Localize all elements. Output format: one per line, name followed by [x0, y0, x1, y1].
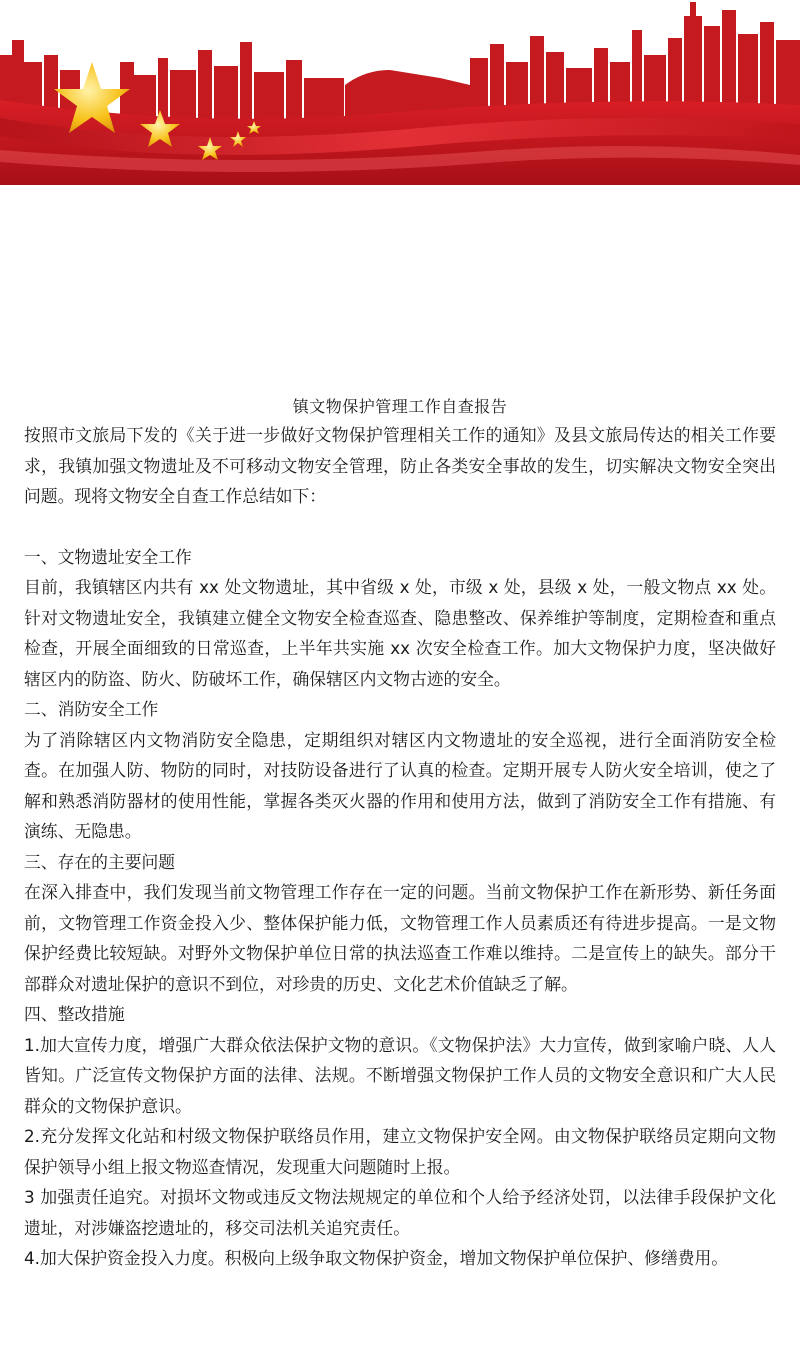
section-paragraph: 在深入排查中，我们发现当前文物管理工作存在一定的问题。当前文物保护工作在新形势、新任务面前，文物管理工作资金投入少、整体保护能力低，文物管理工作人员素质还有待进步提高。一是文物保护经费比较短缺。对野外文物保护单位日常的执法巡查工作难以维持。二是宣传上的缺失。部分干部群众对遗址保护的意识不到位，对珍贵的历史、文化艺术价值缺乏了解。 — [24, 882, 776, 994]
section-paragraph: 4.加大保护资金投入力度。积极向上级争取文物保护资金，增加文物保护单位保护、修缮费用。 — [24, 1248, 729, 1268]
header-banner — [0, 0, 800, 185]
intro-paragraph: 按照市文旅局下发的《关于进一步做好文物保护管理相关工作的通知》及县文旅局传达的相关工作要求，我镇加强文物遗址及不可移动文物安全管理，防止各类安全事故的发生，切实解决文物安全突出问题。现将文物安全自查工作总结如下： — [24, 425, 776, 506]
section-paragraph: 1.加大宣传力度，增强广大群众依法保护文物的意识。《文物保护法》大力宣传，做到家喻户晓、人人皆知。广泛宣传文物保护方面的法律、法规。不断增强文物保护工作人员的文物安全意识和广大人民群众的文物保护意识。 — [24, 1034, 776, 1116]
document-body — [24, 420, 776, 1274]
section-paragraph: 3 加强责任追究。对损坏文物或违反文物法规规定的单位和个人给予经济处罚，以法律手段保护文化遗址，对涉嫌盗挖遗址的，移交司法机关追究责任。 — [24, 1187, 776, 1238]
document-title: 镇文物保护管理工作自查报告 — [292, 397, 508, 416]
section-heading: 三、存在的主要问题 — [24, 851, 176, 872]
section-paragraph: 2.充分发挥文化站和村级文物保护联络员作用，建立文物保护安全网。由文物保护联络员定期向文物保护领导小组上报文物巡查情况，发现重大问题随时上报。 — [24, 1126, 776, 1177]
section-heading: 一、文物遗址安全工作 — [24, 546, 192, 567]
section-paragraph: 目前，我镇辖区内共有 xx 处文物遗址，其中省级 x 处，市级 x 处，县级 x 处，一般文物点 xx 处。针对文物遗址安全，我镇建立健全文物安全检查巡查、隐患整改、保养维护等制度，定期检查和重点检查，开展全面细致的日常巡查，上半年共实施 xx 次安全检查工作。加大文物保护力度，坚决做好辖区内的防盗、防火、防破坏工作，确保辖区内文物古迹的安全。 — [24, 577, 776, 689]
section-paragraph: 为了消除辖区内文物消防安全隐患，定期组织对辖区内文物遗址的安全巡视，进行全面消防安全检查。在加强人防、物防的同时，对技防设备进行了认真的检查。定期开展专人防火安全培训，使之了解和熟悉消防器材的使用性能，掌握各类灭火器的作用和使用方法，做到了消防安全工作有措施、有演练、无隐患。 — [24, 729, 776, 841]
paragraph-gap — [24, 512, 776, 542]
section-heading: 四、整改措施 — [24, 1004, 125, 1024]
section-heading: 二、消防安全工作 — [24, 699, 159, 719]
